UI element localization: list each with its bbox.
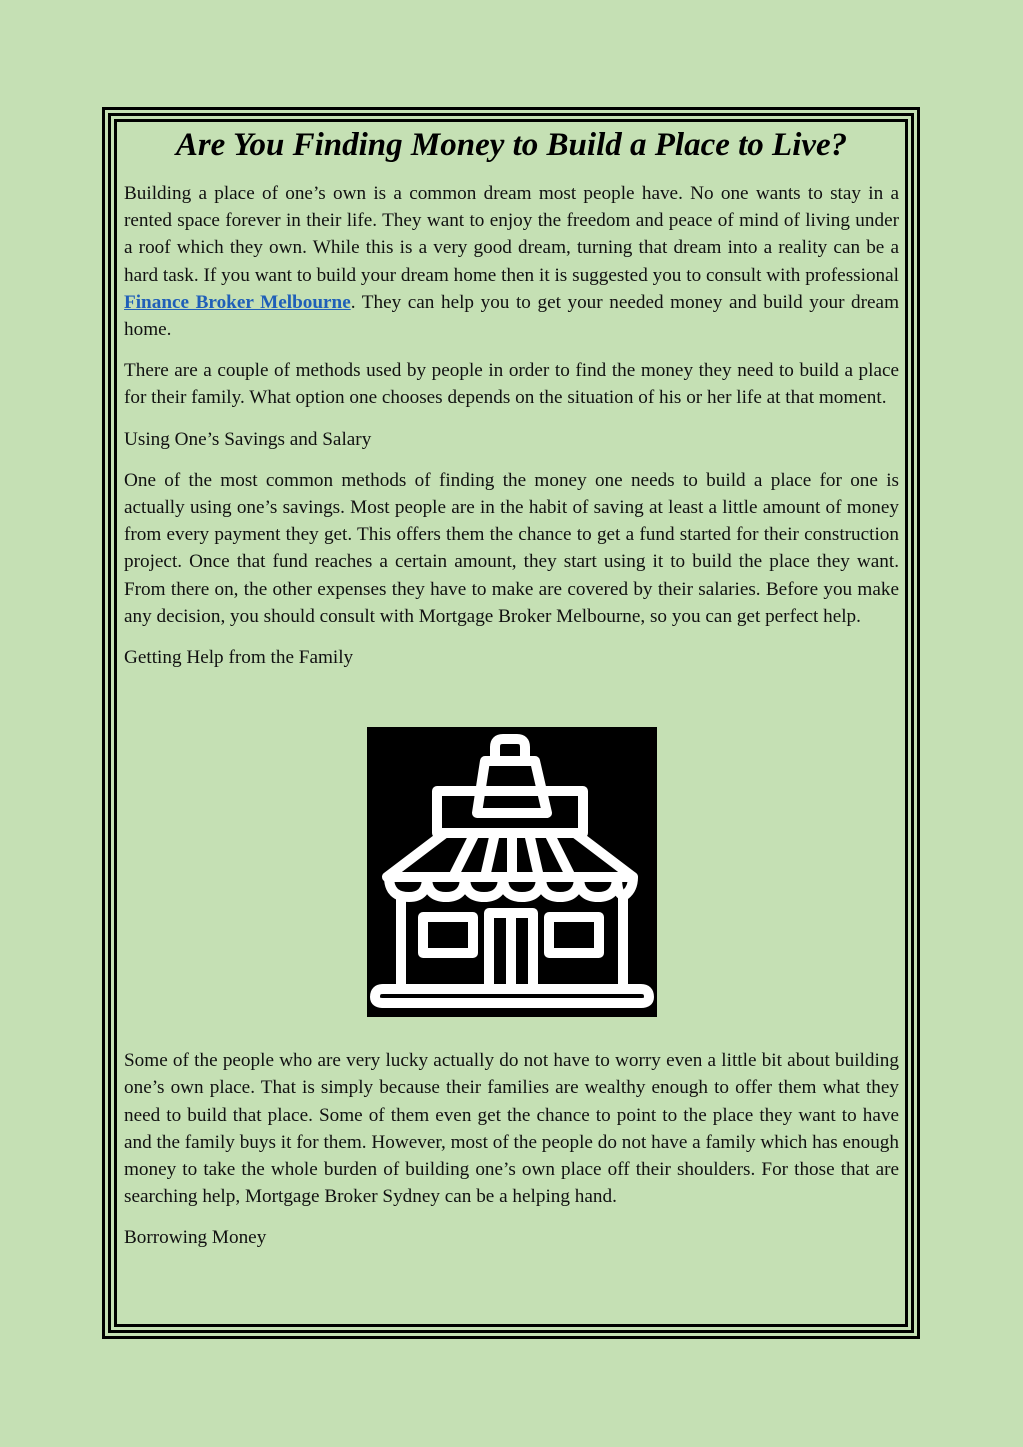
- image-container: [124, 727, 899, 1017]
- section-heading-savings: Using One’s Savings and Salary: [124, 428, 372, 450]
- paragraph-intro: [124, 180, 899, 343]
- storefront-icon: [367, 727, 657, 1017]
- paragraph-intro-text: Building a place of one’s own is a common dream most people have. No one wants to stay in a rented space forever in their life. They want to enjoy the freedom and peace of mind of living under a roof which they own. While this is a very good dream, turning that dream into a reality can be a hard task. If you want to build your dream home then it is suggested you to consult with professional: [124, 183, 899, 286]
- paragraph-methods: There are a couple of methods used by people in order to find the money they need to build a place for their family. What option one chooses depends on the situation of his or her life at that moment.: [124, 360, 899, 409]
- paragraph-family: Some of the people who are very lucky actually do not have to worry even a little bit about building one’s own place. That is simply because their families are wealthy enough to offer them what they need to build that place. Some of them even get the chance to point to the place they want to have and the family buys it for them. However, most of the people do not have a family which has enough money to take the whole burden of building one’s own place off their shoulders. For those that are searching help, Mortgage Broker Sydney can be a helping hand.: [124, 1050, 899, 1208]
- article-title: Are You Finding Money to Build a Place to Live?: [175, 127, 848, 163]
- section-heading-borrowing: Borrowing Money: [124, 1227, 267, 1249]
- article: [124, 122, 899, 1266]
- section-heading-family: Getting Help from the Family: [124, 647, 354, 669]
- paragraph-savings: One of the most common methods of finding the money one needs to build a place for one is actually using one’s savings. Most people are in the habit of saving at least a little amount of money from every payment they get. This offers them the chance to get a fund started for their construction project. Once that fund reaches a certain amount, they start using it to build the place they want. From there on, the other expenses they have to make are covered by their salaries. Before you make any decision, you should consult with Mortgage Broker Melbourne, so you can get perfect help.: [124, 469, 899, 627]
- paragraph-intro-text-end: . They can help you to get your needed money and build your dream home.: [124, 291, 899, 341]
- finance-broker-melbourne-link[interactable]: Finance Broker Melbourne: [124, 291, 351, 313]
